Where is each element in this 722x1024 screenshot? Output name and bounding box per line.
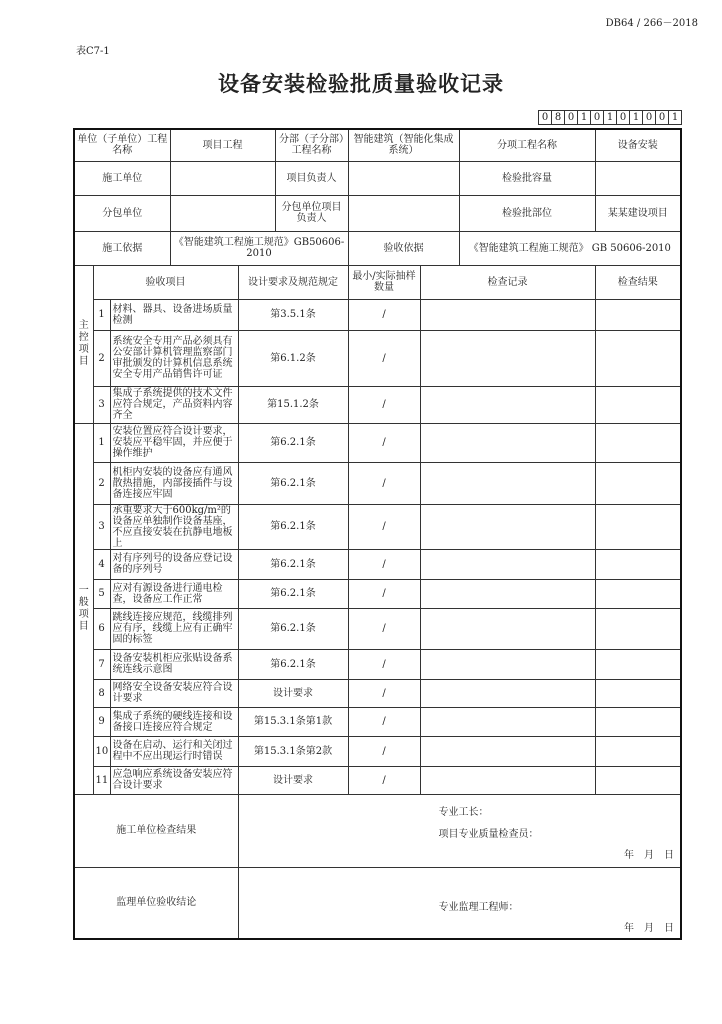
general-item-row-6	[74, 608, 681, 649]
item-result[interactable]	[595, 423, 681, 462]
col-item-header: 验收项目	[93, 265, 238, 299]
item-record[interactable]	[420, 462, 595, 504]
serial-digit-box: 8	[551, 110, 565, 125]
item-number: 4	[93, 549, 110, 579]
general-item-row-7	[74, 649, 681, 679]
serial-digit-box: 1	[668, 110, 682, 125]
batch-capacity-value[interactable]	[595, 161, 681, 195]
item-number: 2	[93, 330, 110, 386]
serial-digit-box: 0	[538, 110, 552, 125]
item-design: 第15.3.1条第1款	[238, 707, 348, 736]
subitem-label: 分项工程名称	[459, 129, 595, 161]
item-sample[interactable]: /	[348, 608, 420, 649]
item-result[interactable]	[595, 462, 681, 504]
item-text: 系统安全专用产品必须具有公安部计算机管理监察部门审批颁发的计算机信息系统安全专用产品销售许可证	[110, 330, 238, 386]
item-design: 第6.1.2条	[238, 330, 348, 386]
supervisor-date: 年 月 日	[624, 922, 674, 934]
item-record[interactable]	[420, 679, 595, 707]
item-design: 第6.2.1条	[238, 608, 348, 649]
col-design-header: 设计要求及规范规定	[238, 265, 348, 299]
serial-number-boxes	[539, 110, 682, 125]
general-item-row-1	[74, 423, 681, 462]
item-number: 11	[93, 766, 110, 794]
item-text: 机柜内安装的设备应有通风散热措施，内部接插件与设备连接应牢固	[110, 462, 238, 504]
main-item-row-1	[74, 299, 681, 330]
item-record[interactable]	[420, 330, 595, 386]
pm-label: 项目负责人	[275, 161, 348, 195]
item-result[interactable]	[595, 330, 681, 386]
col-result-header: 检查结果	[595, 265, 681, 299]
inspection-table	[73, 128, 682, 940]
general-item-row-3	[74, 504, 681, 549]
subcontractor-value[interactable]	[170, 195, 275, 231]
general-item-row-8	[74, 679, 681, 707]
item-design: 第6.2.1条	[238, 462, 348, 504]
item-record[interactable]	[420, 649, 595, 679]
division-value[interactable]: 智能建筑（智能化集成系统）	[348, 129, 459, 161]
item-sample[interactable]: /	[348, 766, 420, 794]
contractor-signature-area[interactable]	[238, 794, 681, 867]
batch-capacity-label: 检验批容量	[459, 161, 595, 195]
col-record-header: 检查记录	[420, 265, 595, 299]
item-number: 9	[93, 707, 110, 736]
item-record[interactable]	[420, 549, 595, 579]
item-result[interactable]	[595, 579, 681, 608]
general-item-row-5	[74, 579, 681, 608]
item-record[interactable]	[420, 504, 595, 549]
basis-label: 施工依据	[74, 231, 170, 265]
item-text: 应急响应系统设备安装应符合设计要求	[110, 766, 238, 794]
item-text: 安装位置应符合设计要求，安装应平稳牢固，并应便于操作维护	[110, 423, 238, 462]
serial-digit-box: 0	[655, 110, 669, 125]
item-text: 网络安全设备安装应符合设计要求	[110, 679, 238, 707]
item-number: 8	[93, 679, 110, 707]
item-record[interactable]	[420, 579, 595, 608]
serial-digit-box: 0	[590, 110, 604, 125]
item-design: 第6.2.1条	[238, 579, 348, 608]
item-design: 第6.2.1条	[238, 549, 348, 579]
item-number: 5	[93, 579, 110, 608]
division-label: 分部（子分部）工程名称	[275, 129, 348, 161]
item-text: 应对有源设备进行通电检查，设备应工作正常	[110, 579, 238, 608]
item-text: 设备在启动、运行和关闭过程中不应出现运行时错误	[110, 736, 238, 766]
engineer-label: 专业监理工程师：	[438, 901, 519, 913]
item-record[interactable]	[420, 766, 595, 794]
item-result[interactable]	[595, 649, 681, 679]
supervisor-label: 监理单位验收结论	[74, 867, 238, 939]
supervisor-signature-area[interactable]	[238, 867, 681, 939]
form-code: 表C7-1	[76, 46, 110, 57]
item-sample[interactable]: /	[348, 504, 420, 549]
item-result[interactable]	[595, 549, 681, 579]
item-text: 承重要求大于600kg/m²的设备应单独制作设备基座，不应直接安装在抗静电地板上	[110, 504, 238, 549]
item-text: 对有序列号的设备应登记设备的序列号	[110, 549, 238, 579]
item-record[interactable]	[420, 386, 595, 423]
foreman-label: 专业工长：	[438, 806, 489, 818]
batch-location-label: 检验批部位	[459, 195, 595, 231]
item-number: 10	[93, 736, 110, 766]
item-sample[interactable]: /	[348, 707, 420, 736]
main-item-row-2	[74, 330, 681, 386]
item-sample[interactable]: /	[348, 423, 420, 462]
unit-project-label: 单位（子单位）工程名称	[74, 129, 170, 161]
item-sample[interactable]: /	[348, 386, 420, 423]
item-number: 2	[93, 462, 110, 504]
item-text: 集成子系统的硬线连接和设备接口连接应符合规定	[110, 707, 238, 736]
qc-label: 项目专业质量检查员：	[438, 828, 539, 840]
item-number: 3	[93, 386, 110, 423]
item-result[interactable]	[595, 504, 681, 549]
page-title: 设备安装检验批质量验收记录	[218, 72, 504, 96]
item-sample[interactable]: /	[348, 462, 420, 504]
item-sample[interactable]: /	[348, 299, 420, 330]
item-result[interactable]	[595, 608, 681, 649]
item-record[interactable]	[420, 707, 595, 736]
item-number: 1	[93, 299, 110, 330]
item-result[interactable]	[595, 766, 681, 794]
item-record[interactable]	[420, 608, 595, 649]
item-result[interactable]	[595, 736, 681, 766]
acceptance-basis-label: 验收依据	[348, 231, 459, 265]
subcontractor-label: 分包单位	[74, 195, 170, 231]
general-items-label: 一般项目	[74, 423, 93, 794]
general-item-row-10	[74, 736, 681, 766]
item-text: 跳线连接应规范，线缆排列应有序，线缆上应有正确牢固的标签	[110, 608, 238, 649]
contractor-value[interactable]	[170, 161, 275, 195]
item-record[interactable]	[420, 299, 595, 330]
item-result[interactable]	[595, 707, 681, 736]
item-sample[interactable]: /	[348, 649, 420, 679]
contractor-date: 年 月 日	[624, 849, 674, 861]
item-sample[interactable]: /	[348, 330, 420, 386]
unit-project-value[interactable]: 项目工程	[170, 129, 275, 161]
item-design: 第6.2.1条	[238, 423, 348, 462]
serial-digit-box: 0	[616, 110, 630, 125]
item-sample[interactable]: /	[348, 579, 420, 608]
general-item-row-9	[74, 707, 681, 736]
item-text: 材料、器具、设备进场质量检测	[110, 299, 238, 330]
main-control-label: 主控项目	[74, 265, 93, 423]
item-design: 第15.3.1条第2款	[238, 736, 348, 766]
serial-digit-box: 1	[577, 110, 591, 125]
contractor-label: 施工单位	[74, 161, 170, 195]
sub-pm-value[interactable]	[348, 195, 459, 231]
main-item-row-3	[74, 386, 681, 423]
acceptance-basis-value[interactable]: 《智能建筑工程施工规范》 GB 50606-2010	[459, 231, 681, 265]
subitem-value[interactable]: 设备安装	[595, 129, 681, 161]
basis-value[interactable]: 《智能建筑工程施工规范》GB50606-2010	[170, 231, 348, 265]
item-design: 设计要求	[238, 679, 348, 707]
item-sample[interactable]: /	[348, 736, 420, 766]
sub-pm-label: 分包单位项目负责人	[275, 195, 348, 231]
item-sample[interactable]: /	[348, 679, 420, 707]
item-result[interactable]	[595, 386, 681, 423]
contractor-check-label: 施工单位检查结果	[74, 794, 238, 867]
item-record[interactable]	[420, 736, 595, 766]
general-item-row-4	[74, 549, 681, 579]
item-design: 第6.2.1条	[238, 649, 348, 679]
item-number: 6	[93, 608, 110, 649]
item-number: 1	[93, 423, 110, 462]
item-design: 设计要求	[238, 766, 348, 794]
item-result[interactable]	[595, 679, 681, 707]
item-number: 7	[93, 649, 110, 679]
standard-code: DB64 / 266－2018	[605, 18, 698, 29]
serial-digit-box: 0	[564, 110, 578, 125]
col-sample-header: 最小/实际抽样数量	[348, 265, 420, 299]
serial-digit-box: 1	[603, 110, 617, 125]
serial-digit-box: 0	[642, 110, 656, 125]
pm-value[interactable]	[348, 161, 459, 195]
item-design: 第6.2.1条	[238, 504, 348, 549]
item-result[interactable]	[595, 299, 681, 330]
item-text: 集成子系统提供的技术文件应符合规定，产品资料内容齐全	[110, 386, 238, 423]
general-item-row-11	[74, 766, 681, 794]
general-item-row-2	[74, 462, 681, 504]
item-sample[interactable]: /	[348, 549, 420, 579]
item-design: 第15.1.2条	[238, 386, 348, 423]
item-record[interactable]	[420, 423, 595, 462]
item-number: 3	[93, 504, 110, 549]
serial-digit-box: 1	[629, 110, 643, 125]
item-text: 设备安装机柜应张贴设备系统连线示意图	[110, 649, 238, 679]
item-design: 第3.5.1条	[238, 299, 348, 330]
batch-location-value[interactable]: 某某建设项目	[595, 195, 681, 231]
